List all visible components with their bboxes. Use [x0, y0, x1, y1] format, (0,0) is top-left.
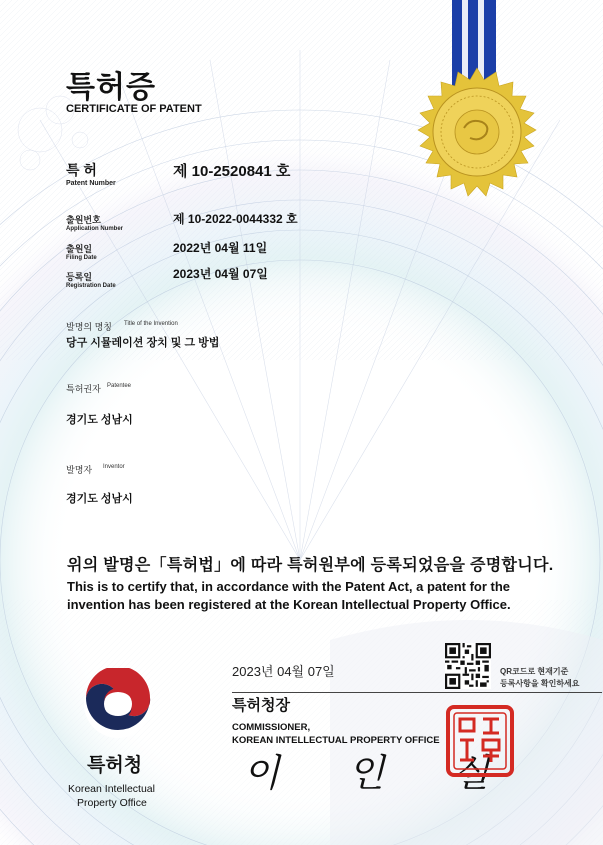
certificate-title-ko: 특허증: [66, 71, 156, 104]
registration-date-value: 2023년 04월 07일: [173, 267, 268, 281]
commissioner-title-en-line1: COMMISSIONER,: [232, 722, 311, 733]
gold-seal-icon: [400, 66, 554, 220]
office-name-en-line1: Korean Intellectual: [68, 783, 155, 795]
commissioner-divider: [232, 692, 602, 693]
registration-date-label-en: Registration Date: [66, 283, 116, 289]
registration-date-label-ko: 등록일: [66, 272, 93, 282]
office-name-en-line2: Property Office: [77, 797, 147, 809]
application-number-label-en: Application Number: [66, 226, 124, 232]
patentee-value: 경기도 성남시: [66, 414, 133, 426]
office-name-ko: 특허청: [87, 755, 143, 776]
patent-number-label-ko: 특 허: [66, 162, 97, 178]
certificate-title-en: CERTIFICATE OF PATENT: [66, 103, 202, 115]
inventor-label-ko: 발명자: [66, 465, 93, 475]
kipo-taegeuk-logo-icon: [82, 668, 154, 740]
patent-number-value: 제 10-2520841 호: [173, 163, 291, 180]
application-number-label-ko: 출원번호: [66, 215, 101, 225]
patent-number-label-en: Patent Number: [66, 180, 116, 187]
commissioner-title-ko: 특허청장: [232, 697, 290, 714]
patentee-label-en: Patentee: [107, 383, 132, 389]
patentee-label-ko: 특허권자: [66, 384, 101, 394]
certification-statement-en-line2: invention has been registered at the Korean Intellectual Property Office.: [67, 597, 511, 612]
inventor-value: 경기도 성남시: [66, 493, 133, 505]
qr-caption-line2: 등록사항을 확인하세요: [500, 679, 580, 688]
invention-title-label-ko: 발명의 명칭: [66, 322, 112, 332]
certification-statement-en-line1: This is to certify that, in accordance with the Patent Act, a patent for the: [67, 579, 511, 594]
commissioner-title-en-line2: KOREAN INTELLECTUAL PROPERTY OFFICE: [232, 735, 440, 746]
invention-title-label-en: Title of the Invention: [124, 321, 178, 327]
application-number-value: 제 10-2022-0044332 호: [173, 212, 298, 226]
official-seal-stamp-icon: [445, 704, 515, 778]
qr-caption-line1: QR코드로 현재기준: [500, 667, 569, 676]
inventor-label-en: Inventor: [103, 464, 125, 470]
filing-date-value: 2022년 04월 11일: [173, 241, 268, 255]
certification-statement-ko: 위의 발명은「특허법」에 따라 특허원부에 등록되었음을 증명합니다.: [67, 557, 554, 574]
issue-date: 2023년 04월 07일: [232, 664, 335, 679]
filing-date-label-en: Filing Date: [66, 255, 97, 261]
filing-date-label-ko: 출원일: [66, 244, 93, 254]
commissioner-signature: 이 인 실: [243, 751, 518, 795]
invention-title-value: 당구 시뮬레이션 장치 및 그 방법: [66, 337, 220, 349]
qr-code-icon[interactable]: [445, 643, 491, 689]
